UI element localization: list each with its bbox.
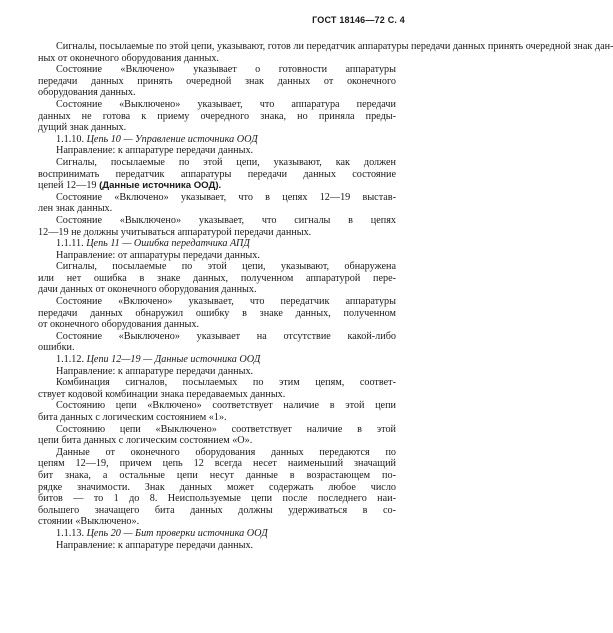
text-line: Состояние «Выключено» указывает, что сигналы в цепях (56, 214, 396, 226)
section-number: 1.1.12. (56, 354, 85, 366)
text-line: ных от оконечного оборудования данных. (38, 52, 219, 64)
section-heading (38, 134, 396, 146)
section-number: 1.1.10. (56, 133, 85, 145)
text-line: или нет ошибка в знаке данных, полученном аппаратурой пере- (38, 272, 396, 284)
paragraph (38, 400, 396, 423)
text-line: Сигналы, посылаемые по этой цепи, указывают, как должен (56, 156, 396, 168)
paragraph (38, 157, 396, 192)
paragraph (38, 145, 396, 157)
text-line: цепей 12—19 (Данные источника ООД). (38, 180, 222, 192)
text-line: Состояние «Включено» указывает, что передатчик аппаратуры (56, 296, 396, 308)
paragraph (38, 540, 396, 552)
text-line: данных не готова к приему очередного знака, но приняла преды- (38, 110, 396, 122)
text-line: Состояние «Выключено» указывает, что аппаратура передачи (56, 98, 396, 110)
text-line: большего значащего бита данных должны удерживаться в со- (38, 504, 396, 516)
paragraph (38, 215, 396, 238)
text-line: бит знака, а остальные цепи несут данные в возрастающем по- (38, 469, 396, 481)
section-heading (38, 354, 396, 366)
paragraph (38, 64, 396, 99)
text-line: передачи данных принять очередной знак данных от оконечного (38, 75, 396, 87)
text-line: Состояние «Выключено» указывает на отсутствие какой-либо (56, 330, 396, 342)
paragraph (38, 296, 396, 331)
text-line: битов — то 1 до 8. Неиспользуемые цепи после последнего наи- (38, 493, 396, 505)
section-title: Цепь 11 — Ошибка передатчика АПД (86, 238, 250, 250)
text-line: Данные от оконечного оборудования данных передаются по (56, 446, 396, 458)
text-line: Комбинация сигналов, посылаемых по этим цепям, соответ- (56, 377, 396, 389)
text-line: Сигналы, посылаемые по этой цепи, указывают, готов ли передатчик аппаратуры передачи данных принять очередной знак дан- (56, 41, 613, 52)
paragraph (38, 366, 396, 378)
paragraph (38, 41, 613, 64)
text-line: цепи бита данных с логическим состоянием «О». (38, 435, 253, 447)
paragraph (38, 192, 396, 215)
document-body (38, 41, 613, 551)
page-header (312, 15, 405, 27)
text-line: дущий знак данных. (38, 122, 127, 134)
section-title: Цепи 12—19 — Данные источника ООД (86, 354, 261, 366)
text-line: ствует кодовой комбинации знака передаваемых данных. (38, 388, 286, 400)
text-line: Состояние «Включено» указывает о готовности аппаратуры (56, 64, 396, 76)
text-line: Направление: к аппаратуре передачи данных. (56, 539, 254, 551)
text-line: Состояние «Включено» указывает, что в цепях 12—19 выстав- (56, 191, 396, 203)
paragraph (38, 99, 396, 134)
text-line: лен знак данных. (38, 203, 113, 215)
text-line: цепям 12—19, причем цепь 12 всегда несет наименьший значащий (38, 458, 396, 470)
text-line: бита данных с логическим состоянием «1». (38, 412, 227, 423)
paragraph (38, 447, 396, 528)
text-line: ошибки. (38, 342, 75, 354)
section-title: Цепь 10 — Управление источника ООД (86, 133, 258, 145)
text-line: Состоянию цепи «Выключено» соответствует наличие в этой (56, 423, 396, 435)
text-line: Направление: от аппаратуры передачи данных. (56, 249, 260, 261)
text-line: от оконечного оборудования данных. (38, 319, 200, 331)
section-number: 1.1.13. (56, 527, 85, 539)
paragraph (38, 424, 396, 447)
text-line: Направление: к аппаратуре передачи данных. (56, 365, 254, 377)
section-heading (38, 528, 396, 540)
standard-number: ГОСТ 18146—72 (312, 15, 385, 25)
text-line: стоянии «Выключено». (38, 516, 140, 528)
paragraph (38, 250, 396, 262)
paragraph (38, 377, 396, 400)
section-title: Цепь 20 — Бит проверки источника ООД (86, 527, 268, 539)
text-line: оборудования данных. (38, 87, 136, 99)
emphasis: (Данные источника ООД). (99, 180, 222, 192)
text-line: дачи данных от оконечного оборудования данных. (38, 284, 257, 296)
text-line: Сигналы, посылаемые по этой цепи, указывают, обнаружена (56, 261, 396, 273)
section-number: 1.1.11. (56, 238, 84, 250)
page-number: С. 4 (387, 15, 405, 25)
paragraph (38, 331, 396, 354)
text-line: Направление: к аппаратуре передачи данных. (56, 145, 254, 157)
text-line: воспринимать передатчик аппаратуры передачи данных состояние (38, 168, 396, 180)
section-heading (38, 238, 396, 250)
text-line: Состоянию цепи «Включено» соответствует наличие в этой цепи (56, 400, 396, 412)
text-line: рядке значимости. Знак данных может содержать любое число (38, 481, 396, 493)
paragraph (38, 261, 396, 296)
text-line: 12—19 не должны учитываться аппаратурой передачи данных. (38, 226, 312, 238)
text-line: передачи данных обнаружил ошибку в знаке данных, полученном (38, 307, 396, 319)
